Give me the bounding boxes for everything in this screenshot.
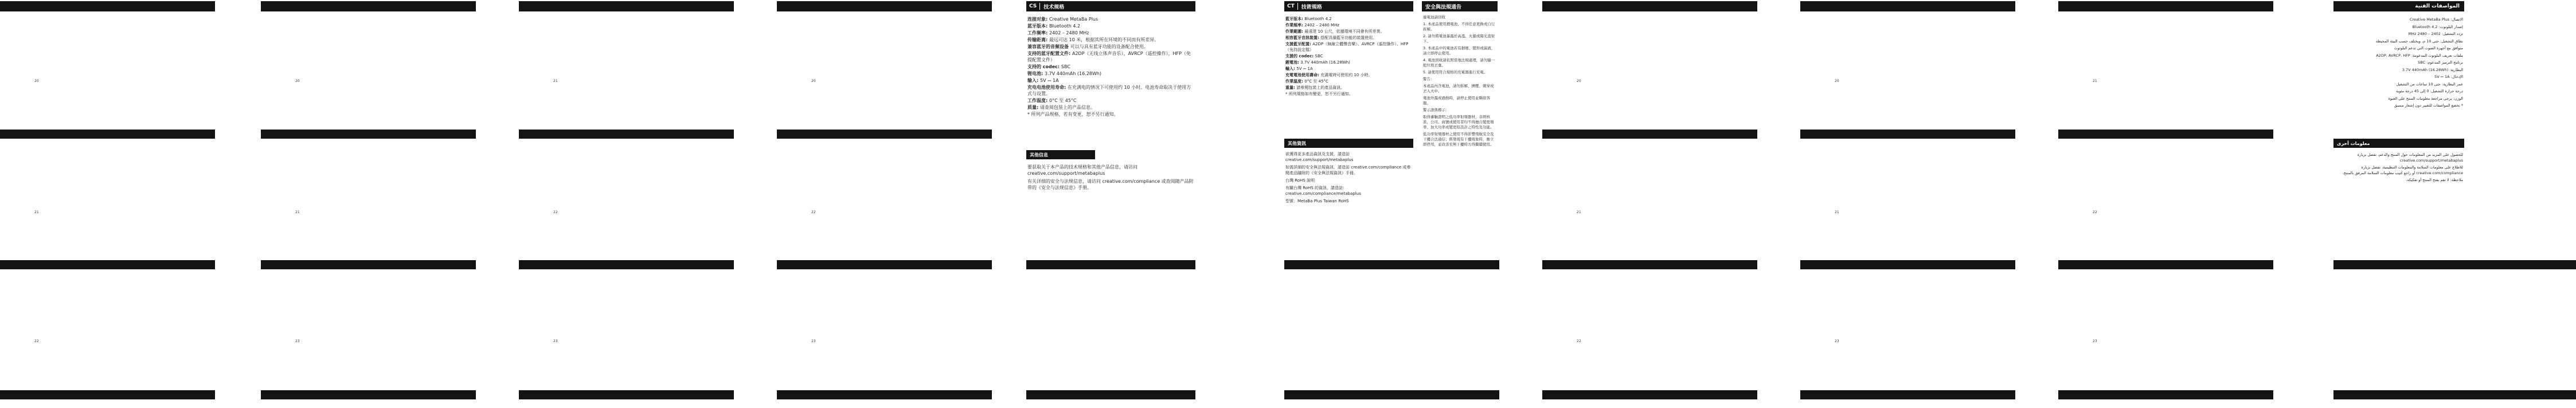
spec-value: 充滿電時可使用約 10 小時。 xyxy=(1320,73,1373,77)
spec-label: 连接对象: xyxy=(1027,17,1049,22)
ct-safety-paragraph: 取得審驗證明之低功率射頻器材，非經核准，公司、商號或使用者均不得擅自變更頻率、加大功率或變更原設計之特性及功能。 xyxy=(1423,115,1494,130)
spec-row xyxy=(1027,64,1194,70)
page-band xyxy=(261,390,476,399)
ar-section-header xyxy=(2333,1,2464,11)
spec-label: 作業溫度: xyxy=(1285,79,1305,84)
spec-value: 最远可达 10 米，根据其所在环境的不同而有所差异。 xyxy=(1049,37,1159,42)
spec-value: 2402 – 2480 MHz xyxy=(1304,23,1340,28)
page-number: 21 xyxy=(1577,210,1581,214)
spec-row xyxy=(1285,85,1413,91)
page-band xyxy=(2058,390,2273,399)
ct-other-paragraph: 有關台灣 RoHS 的資訊，請造訪：creative.com/compliance/metabaplus xyxy=(1285,186,1361,196)
ct-language-code: CT xyxy=(1284,3,1298,10)
spec-row xyxy=(1285,79,1413,84)
spec-value: 可以与具有蓝牙功能的设备配合使用。 xyxy=(1070,44,1148,49)
spec-label: 作業頻率: xyxy=(1285,23,1305,28)
page-band xyxy=(1542,390,1757,399)
ct-section-title: 技術規格 xyxy=(1301,4,1322,10)
page-number: 23 xyxy=(295,339,300,343)
spec-value: 5V ⎓ 1A xyxy=(1296,66,1313,71)
spec-row xyxy=(1027,104,1194,111)
ct-safety-paragraph: 本產品內含電池，請勿拆解、擠壓、刺穿或丟入火中。 xyxy=(1423,84,1494,93)
spec-row xyxy=(1027,77,1194,84)
page-band xyxy=(261,130,476,139)
cs-language-code: CS xyxy=(1026,3,1040,10)
spec-label: 质量: xyxy=(1027,105,1040,110)
ct-safety-paragraph: 5. 請使用符合規格的充電器進行充電。 xyxy=(1423,70,1488,74)
page-number: 20 xyxy=(34,79,39,83)
cs-other-paragraph: 有关详细的安全与法规信息，请访问 creative.com/compliance 或查阅随产品附带的《安全与法规信息》手册。 xyxy=(1027,179,1194,190)
ar-other-info-text xyxy=(2336,152,2463,185)
spec-label: 支持的 codec: xyxy=(1027,64,1061,69)
page-number: 21 xyxy=(1835,210,1839,214)
page-band xyxy=(1542,130,1757,139)
page-band xyxy=(2058,1,2273,11)
spec-row xyxy=(1285,91,1413,97)
spec-label: 输入: xyxy=(1027,78,1040,83)
spec-value: 在充满电的情况下可使用约 10 小时。电池寿命取决于使用方式与设置。 xyxy=(1027,85,1191,96)
ar-spec-row: متوافق مع أجهزة الصوت التي تدعم البلوتوث xyxy=(2394,46,2463,50)
page-number: 22 xyxy=(2093,210,2097,214)
page-number: 21 xyxy=(2093,79,2097,83)
cs-other-paragraph: 要获取关于本产品的技术规格和其他产品信息，请访问 creative.com/support/metabaplus xyxy=(1027,164,1137,176)
ct-other-info-title: 其他資訊 xyxy=(1288,140,1306,146)
spec-value: Bluetooth 4.2 xyxy=(1049,23,1081,29)
spec-row xyxy=(1027,23,1194,29)
spec-label: 充电电池使用寿命: xyxy=(1027,85,1068,90)
spec-label: 輸入: xyxy=(1285,66,1297,71)
spec-label: 支援藍牙配置: xyxy=(1285,42,1313,46)
spec-value: 最遠達 10 公尺，依據環境不同會有所差異。 xyxy=(1304,29,1385,34)
page-band xyxy=(519,390,734,399)
spec-label: 蓝牙版本: xyxy=(1027,23,1049,29)
page-band xyxy=(0,390,215,399)
spec-row xyxy=(1285,66,1413,72)
ar-spec-row: برنامج الترميز المدعوم: SBC xyxy=(2418,60,2463,65)
page-number: 23 xyxy=(2093,339,2097,343)
ct-other-info-header xyxy=(1284,139,1413,148)
ct-section-header xyxy=(1284,1,1413,11)
spec-label: 支持的蓝牙配置文件: xyxy=(1027,51,1072,56)
page-band xyxy=(0,130,215,139)
spec-row xyxy=(1027,30,1194,36)
ct-other-paragraph: 型號：MetaBa Plus Taiwan RoHS xyxy=(1285,199,1349,203)
page-band xyxy=(261,260,476,269)
page-number: 20 xyxy=(295,79,300,83)
spec-value: A2DP（无线立体声音乐），AVRCP（遥控操作），HFP（免提配置文件） xyxy=(1027,51,1191,62)
spec-row xyxy=(1285,16,1413,22)
spec-value: 3.7V 440mAh (16.28Wh) xyxy=(1300,60,1350,65)
spec-row xyxy=(1027,84,1194,97)
spec-label: 工作频率: xyxy=(1027,30,1049,36)
page-band xyxy=(1542,260,1757,269)
page-number: 21 xyxy=(553,79,558,83)
spec-row xyxy=(1027,111,1194,117)
ct-spec-list xyxy=(1285,16,1413,97)
spec-row xyxy=(1027,97,1194,104)
page-number: 22 xyxy=(811,210,816,214)
spec-value: 请查阅包装上的产品信息。 xyxy=(1039,105,1095,110)
page-band xyxy=(261,1,476,11)
ar-spec-row: درجة حرارة التشغيل: 0 إلى 45 درجة مئوية xyxy=(2396,89,2463,93)
spec-value: * 所列产品规格，若有变更，恕不另行通知。 xyxy=(1027,112,1119,117)
cs-other-info-text xyxy=(1027,164,1194,193)
page-band xyxy=(2058,260,2273,269)
spec-label: 锂电池: xyxy=(1027,71,1045,76)
ar-other-paragraph: للحصول على المزيد من المعلومات حول المنتج والدعم، تفضل بزيارة creative.com/support/metabaplus xyxy=(2357,152,2463,163)
page-band xyxy=(2333,260,2576,269)
ct-safety-paragraph: 廢電池請回收 xyxy=(1423,15,1445,19)
spec-value: Creative MetaBa Plus xyxy=(1049,17,1099,22)
spec-value: A2DP（無線立體聲音樂）、AVRCP（遙控操作）、HFP（免持設定檔） xyxy=(1285,42,1409,52)
page-number: 20 xyxy=(1835,79,1839,83)
page-band xyxy=(777,260,992,269)
spec-row xyxy=(1027,50,1194,63)
spec-row xyxy=(1285,29,1413,34)
page-ar-tech-specs xyxy=(2333,0,2465,408)
page-band xyxy=(1800,390,2015,399)
spec-row xyxy=(1027,16,1194,22)
spec-label: 作業範圍: xyxy=(1285,29,1305,34)
page-number: 23 xyxy=(1835,339,1839,343)
spec-value: 搭配具備藍牙功能的裝置使用。 xyxy=(1320,36,1377,40)
cs-other-info-title: 其他信息 xyxy=(1030,152,1048,158)
ar-section-title: المواصفات الفنية xyxy=(2415,3,2460,9)
ar-spec-row: * تخضع المواصفات للتغيير دون إشعار مسبق xyxy=(2394,103,2463,108)
spec-row xyxy=(1285,35,1413,41)
ar-spec-row: الإدخال: 5V ⎓ 1A xyxy=(2434,74,2463,79)
page-band xyxy=(1800,1,2015,11)
cs-section-title: 技术规格 xyxy=(1043,4,1065,10)
ct-safety-paragraph: 1. 本產品使用鋰電池，不得任意更換或自行拆解。 xyxy=(1423,22,1495,32)
page-band xyxy=(777,1,992,11)
page-band xyxy=(1284,260,1499,269)
ar-spec-list xyxy=(2336,17,2463,111)
spec-row xyxy=(1285,22,1413,28)
spec-label: 相容藍牙音訊裝置: xyxy=(1285,36,1321,40)
ar-other-paragraph: للاطلاع على معلومات السلامة والمعلومات التنظيمية، تفضل بزيارة creative.com/compliance أو راجع كتيب معلومات السلامة المرفق بالمنتج. xyxy=(2342,165,2463,175)
page-cs-tech-specs xyxy=(1026,0,1195,408)
page-number: 21 xyxy=(295,210,300,214)
spec-label: 工作温度: xyxy=(1027,98,1049,103)
cs-section-header xyxy=(1026,1,1195,11)
page-number: 21 xyxy=(34,210,39,214)
ct-other-paragraph: 台灣 RoHS 說明 xyxy=(1285,178,1315,183)
ct-safety-paragraph: 警告： xyxy=(1423,77,1434,81)
page-number: 22 xyxy=(1577,339,1581,343)
page-number: 23 xyxy=(553,339,558,343)
page-number: 20 xyxy=(1577,79,1581,83)
ct-safety-paragraph: 3. 本產品中的電池若有損壞、變形或漏液，請立即停止使用。 xyxy=(1423,46,1495,56)
page-band xyxy=(1800,260,2015,269)
page-band xyxy=(519,1,734,11)
spec-label: 鋰電池: xyxy=(1285,60,1301,65)
ct-safety-paragraph: 電池外露或過熱時，請停止使用並聯絡客服。 xyxy=(1423,96,1490,105)
spec-value: 請參閱包裝上的產品資訊。 xyxy=(1296,85,1345,90)
spec-row xyxy=(1285,60,1413,65)
spec-value: SBC xyxy=(1315,54,1323,58)
page-ct-safety xyxy=(1422,0,1499,408)
page-number: 22 xyxy=(553,210,558,214)
spec-label: 兼容蓝牙的音频设备 xyxy=(1027,44,1070,49)
ar-other-info-title: معلومات أخرى xyxy=(2337,140,2370,146)
page-band xyxy=(1800,130,2015,139)
ct-other-paragraph: 如需詳細的安全與法規資訊，請造訪 creative.com/compliance 或參閱產品隨附的《安全與法規資訊》手冊。 xyxy=(1285,165,1411,175)
spec-value: * 所列規格如有變更，恕不另行通知。 xyxy=(1285,92,1353,96)
ar-spec-row: ملفات تعريف البلوتوث المدعومة: A2DP، AVRCP، HFP xyxy=(2376,53,2463,58)
page-band xyxy=(2058,130,2273,139)
spec-label: 支援的 codec: xyxy=(1285,54,1315,58)
page-number: 23 xyxy=(811,339,816,343)
spec-row xyxy=(1285,53,1413,59)
ct-safety-paragraph: 4. 電池回收請依照當地法規處理，請勿隨一般垃圾丟棄。 xyxy=(1423,58,1495,68)
ar-spec-row: إصدار البلوتوث: Bluetooth 4.2 xyxy=(2412,24,2463,29)
spec-label: 充電電池使用壽命: xyxy=(1285,73,1321,77)
ar-spec-row: عمر البطارية: حتى 10 ساعات من التشغيل xyxy=(2396,81,2463,87)
spec-label: 传输距离: xyxy=(1027,37,1049,42)
ct-safety-header xyxy=(1422,1,1498,11)
page-band xyxy=(1542,1,1757,11)
spec-label: 重量: xyxy=(1285,85,1297,90)
page-band xyxy=(0,260,215,269)
page-band xyxy=(777,130,992,139)
page-band xyxy=(0,1,215,11)
spec-value: SBC xyxy=(1061,64,1070,69)
ar-spec-row: الوزن: يرجى مراجعة معلومات المنتج على العبوة xyxy=(2388,96,2463,101)
page-band xyxy=(2333,390,2576,399)
page-band xyxy=(777,390,992,399)
spec-row xyxy=(1285,72,1413,78)
page-band xyxy=(1284,390,1499,399)
spec-value: 0°C 至 45°C xyxy=(1304,79,1328,84)
ar-other-paragraph: ملاحظة: لا تقم بفتح المنتج أو تفكيكه. xyxy=(2406,178,2463,182)
ar-spec-row: البطارية: 3.7V 440mAh (16.28Wh) xyxy=(2402,67,2463,72)
ct-other-info-text xyxy=(1285,151,1413,206)
spec-label: 藍牙版本: xyxy=(1285,17,1305,21)
page-number: 22 xyxy=(34,339,39,343)
cs-other-info-header xyxy=(1026,150,1095,159)
ar-spec-row: نطاق التشغيل: حتى 10 م، ويختلف حسب البيئة المحيطة xyxy=(2375,38,2463,44)
ct-safety-text xyxy=(1423,15,1496,149)
ar-spec-row: تردد التشغيل: 2402 – 2480 MHz xyxy=(2408,32,2463,36)
ar-other-info-header xyxy=(2333,139,2464,148)
spec-value: 0°C 至 45°C xyxy=(1049,98,1077,103)
spec-value: 3.7V 440mAh (16.28Wh) xyxy=(1044,71,1101,76)
spec-row xyxy=(1027,37,1194,43)
ct-safety-paragraph: 低功率射頻器材之使用不得影響飛航安全及干擾合法通信；經發現有干擾現象時，應立即停用，並改善至無干擾時方得繼續使用。 xyxy=(1423,132,1494,147)
cs-spec-list xyxy=(1027,16,1194,118)
ar-spec-row: الاتصال: Creative MetaBa Plus xyxy=(2409,17,2463,22)
ct-safety-paragraph: 2. 請勿將電池暴露於高溫、火源或陽光直射下。 xyxy=(1423,34,1495,44)
spec-value: Bluetooth 4.2 xyxy=(1304,17,1332,21)
spec-value: 5V ⎓ 1A xyxy=(1039,78,1059,83)
page-ct-tech-specs xyxy=(1284,0,1419,408)
page-band xyxy=(1026,260,1195,269)
page-band xyxy=(1026,390,1195,399)
ct-safety-title: 安全與法規通告 xyxy=(1425,4,1462,10)
ct-safety-paragraph: 警示語與標示： xyxy=(1423,108,1449,112)
spec-value: 2402 – 2480 MHz xyxy=(1049,30,1089,36)
spec-row xyxy=(1285,41,1413,53)
spec-row xyxy=(1027,44,1194,50)
page-band xyxy=(519,130,734,139)
page-number: 20 xyxy=(811,79,816,83)
ct-other-paragraph: 欲獲得更多產品資訊及支援，請造訪 creative.com/support/metabaplus xyxy=(1285,152,1354,162)
page-band xyxy=(519,260,734,269)
spec-row xyxy=(1027,70,1194,77)
